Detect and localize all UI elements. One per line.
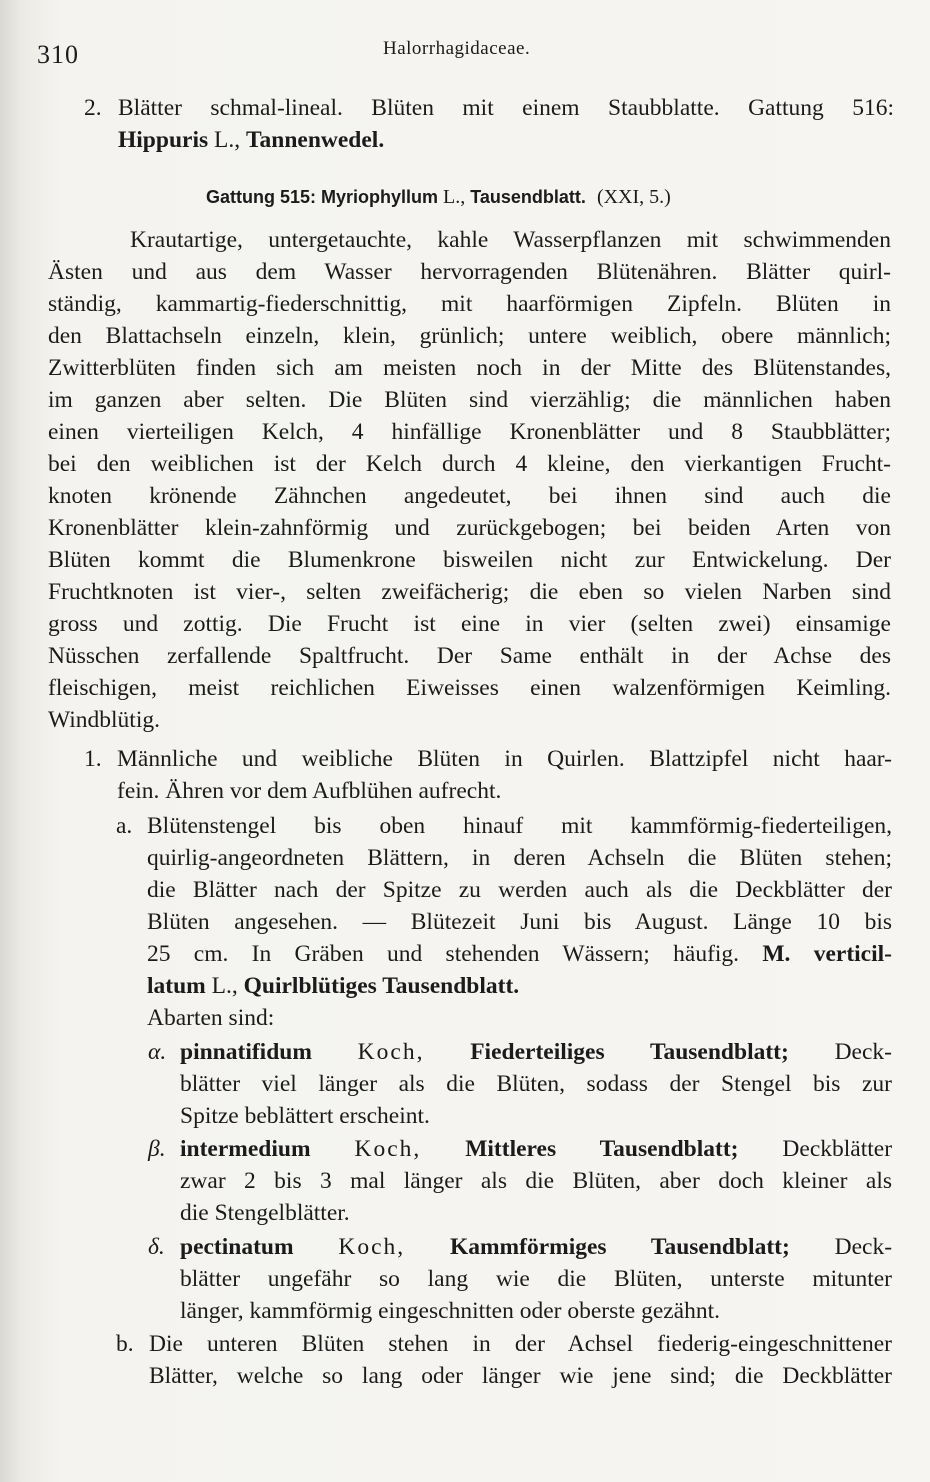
text-line: pinnatifidum Koch, Fiederteiliges Tausendblatt; Deck- bbox=[180, 1039, 892, 1065]
text-line: Hippuris L., Tannenwedel. bbox=[118, 127, 385, 153]
page-number: 310 bbox=[37, 40, 79, 69]
linnaean-class: (XXI, 5.) bbox=[596, 186, 671, 208]
text-line: den Blattachseln einzeln, klein, grünlich; untere weiblich, obere männlich; bbox=[48, 323, 891, 349]
text-line: Blüten angesehen. — Blütezeit Juni bis August. Länge 10 bis bbox=[147, 909, 892, 935]
common-name: Fiederteiliges Tausendblatt; bbox=[470, 1039, 789, 1065]
greek-letter: α. bbox=[148, 1039, 167, 1065]
text-line: intermedium Koch, Mittleres Tausendblatt; Deckblätter bbox=[180, 1136, 893, 1162]
key-item-1b bbox=[116, 1328, 892, 1392]
text-line: im ganzen aber selten. Die Blüten sind vierzählig; die männlichen haben bbox=[48, 387, 891, 413]
genus-description bbox=[48, 224, 891, 736]
key-item-2 bbox=[84, 92, 894, 156]
text-line: Nüsschen zerfallende Spaltfrucht. Der Same enthält in der Achse des bbox=[48, 643, 891, 669]
text-line: zwar 2 bis 3 mal länger als die Blüten, aber doch kleiner als bbox=[180, 1168, 892, 1194]
text-line: Zwitterblüten finden sich am meisten noch in der Mitte des Blütenstandes, bbox=[48, 355, 891, 381]
text-line: blätter ungefähr so lang wie die Blüten, unterste mitunter bbox=[180, 1266, 892, 1292]
key-number: 1. bbox=[84, 746, 102, 772]
variety-delta bbox=[148, 1231, 892, 1327]
text-line: Männliche und weibliche Blüten in Quirlen. Blattzipfel nicht haar- bbox=[117, 746, 892, 772]
greek-letter: δ. bbox=[148, 1234, 165, 1260]
variety-name: intermedium bbox=[180, 1136, 311, 1162]
genus-heading-label: Gattung 515: Myriophyllum bbox=[206, 187, 439, 207]
common-name: Mittleres Tausendblatt; bbox=[465, 1136, 739, 1162]
variety-name: pinnatifidum bbox=[180, 1039, 312, 1065]
key-number: 2. bbox=[84, 95, 102, 121]
variety-alpha bbox=[148, 1036, 892, 1132]
greek-letter: β. bbox=[148, 1136, 166, 1162]
common-name: Tannenwedel. bbox=[245, 127, 385, 153]
key-letter: a. bbox=[116, 813, 133, 839]
text-line: Blüten kommt die Blumenkrone bisweilen nicht zur Entwickelung. Der bbox=[48, 547, 891, 573]
text-line: Kronenblätter klein-zahnförmig und zurückgebogen; bei beiden Arten von bbox=[48, 515, 891, 541]
common-name: Quirlblütiges Tausendblatt. bbox=[243, 973, 520, 999]
species-name: latum bbox=[147, 973, 206, 999]
text-line: latum L., Quirlblütiges Tausendblatt. bbox=[147, 973, 520, 999]
genus-heading: Gattung 515: Myriophyllum L., Tausendblatt. (XXI, 5.) bbox=[206, 186, 671, 208]
text-line: fleischigen, meist reichlichen Eiweisses einen walzenförmigen Keimling. bbox=[48, 675, 891, 701]
text-line: Windblütig. bbox=[48, 707, 160, 733]
text-line: Blütenstengel bis oben hinauf mit kammförmig-fiederteiligen, bbox=[147, 813, 892, 839]
text-line: gross und zottig. Die Frucht ist eine in vier (selten zwei) einsamige bbox=[48, 611, 891, 637]
text-line: Ästen und aus dem Wasser hervorragenden Blütenähren. Blätter quirl- bbox=[48, 259, 891, 285]
text-line: quirlig-angeordneten Blättern, in deren Achseln die Blüten stehen; bbox=[147, 845, 892, 871]
text-line: blätter viel länger als die Blüten, sodass der Stengel bis zur bbox=[180, 1071, 892, 1097]
key-item-1 bbox=[84, 743, 892, 807]
text-line: Krautartige, untergetauchte, kahle Wasserpflanzen mit schwimmenden bbox=[130, 227, 891, 253]
text-line: Die unteren Blüten stehen in der Achsel fiederig-eingeschnittener bbox=[149, 1331, 892, 1357]
text-line: Blätter, welche so lang oder länger wie jene sind; die Deckblätter bbox=[149, 1363, 892, 1389]
text-line: ständig, kammartig-fiederschnittig, mit haarförmigen Zipfeln. Blüten in bbox=[48, 291, 891, 317]
variety-name: pectinatum bbox=[180, 1234, 294, 1260]
species-name: M. verticil- bbox=[762, 941, 892, 967]
text-line: Abarten sind: bbox=[147, 1005, 275, 1031]
text-line: 25 cm. In Gräben und stehenden Wässern; häufig. M. verticil- bbox=[147, 941, 892, 967]
key-item-1a bbox=[116, 810, 892, 1034]
text-line: die Stengelblätter. bbox=[180, 1200, 350, 1226]
text-line: Fruchtknoten ist vier-, selten zweifächerig; die eben so vielen Narben sind bbox=[48, 579, 891, 605]
variety-beta bbox=[148, 1133, 892, 1229]
text-line: einen vierteiligen Kelch, 4 hinfällige Kronenblätter und 8 Staubblätter; bbox=[48, 419, 891, 445]
genus-heading-common: Tausendblatt. bbox=[470, 187, 586, 207]
text-line: Spitze beblättert erscheint. bbox=[180, 1103, 430, 1129]
text-line: pectinatum Koch, Kammförmiges Tausendblatt; Deck- bbox=[180, 1234, 893, 1260]
genus-name: Hippuris bbox=[118, 127, 209, 153]
text-line: länger, kammförmig eingeschnitten oder oberste gezähnt. bbox=[180, 1298, 721, 1324]
common-name: Kammförmiges Tausendblatt; bbox=[449, 1234, 790, 1260]
running-title: Halorrhagidaceae. bbox=[383, 38, 531, 59]
text-line: die Blätter nach der Spitze zu werden auch als die Deckblätter der bbox=[147, 877, 892, 903]
text-line: bei den weiblichen ist der Kelch durch 4 kleine, den vierkantigen Frucht- bbox=[48, 451, 891, 477]
key-letter: b. bbox=[116, 1331, 134, 1357]
text-line: fein. Ähren vor dem Aufblühen aufrecht. bbox=[117, 778, 502, 804]
text-line: Blätter schmal-lineal. Blüten mit einem Staubblatte. Gattung 516: bbox=[118, 95, 894, 121]
text-line: knoten krönende Zähnchen angedeutet, bei ihnen sind auch die bbox=[48, 483, 891, 509]
